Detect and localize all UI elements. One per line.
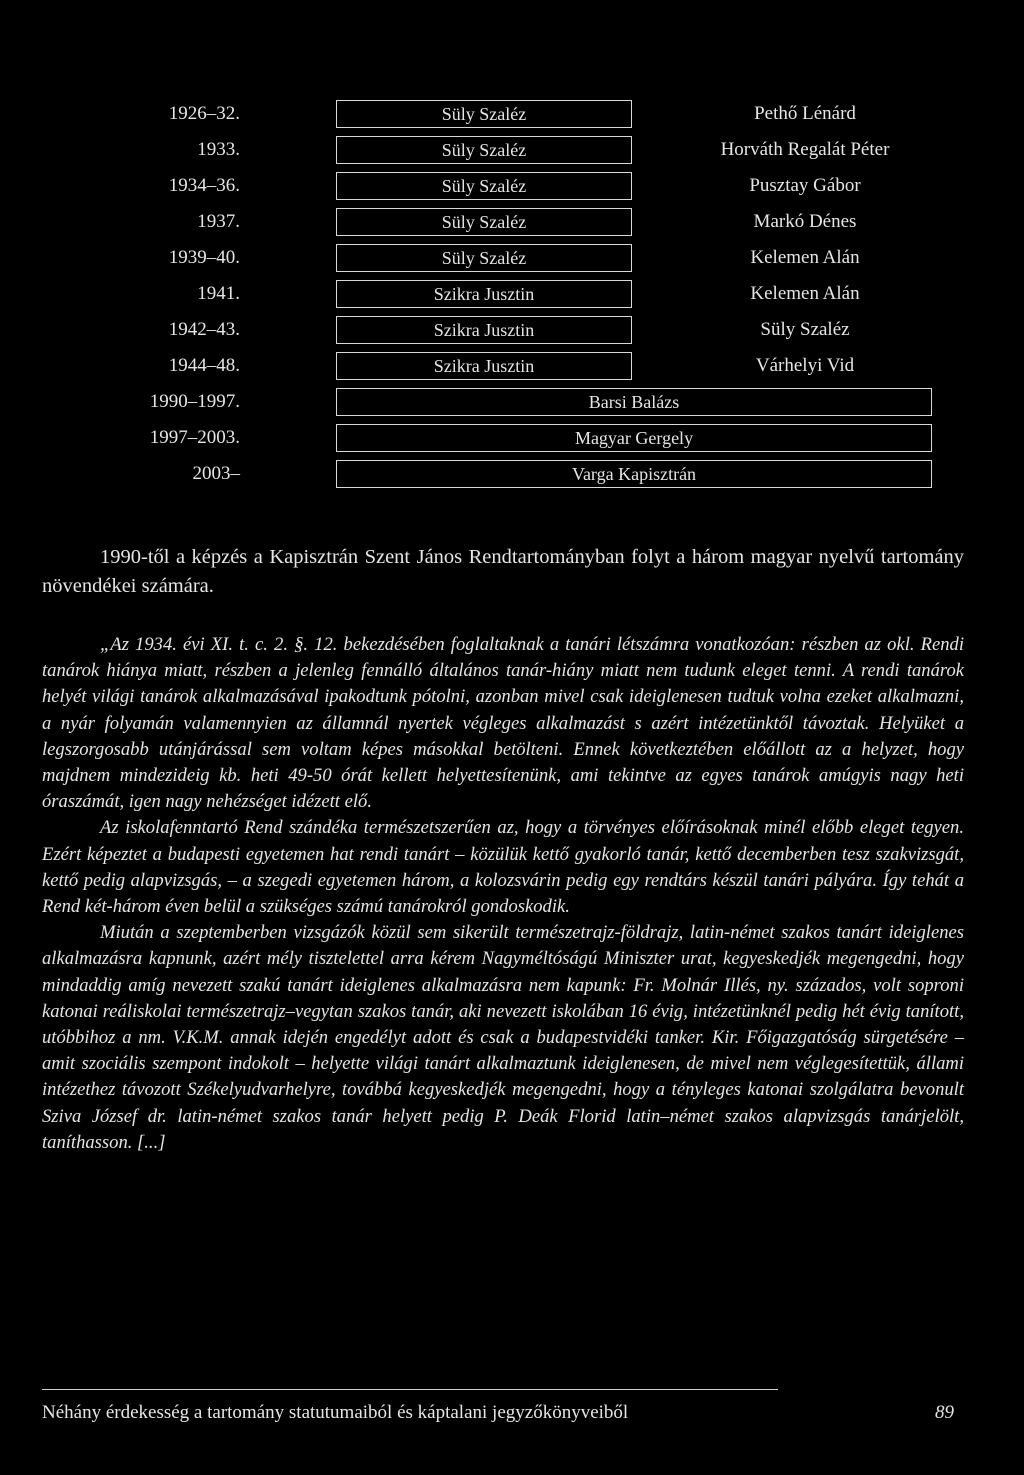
row-year: 1933. [197,139,240,160]
row-right-name: Kelemen Alán [750,283,860,304]
row-year: 1934–36. [168,175,240,196]
row-box-name: Varga Kapisztrán [336,460,932,488]
row-right-name: Pethő Lénárd [754,103,856,124]
page-number: 89 [935,1402,954,1423]
intro-paragraph: 1990-től a képzés a Kapisztrán Szent János Rendtartományban folyt a három magyar nyelvű tartomány növendékei számára. [42,546,964,597]
row-box-name: Süly Szaléz [336,208,632,236]
row-box-name: Szikra Jusztin [336,352,632,380]
footer-rule [42,1389,778,1390]
row-box-name: Süly Szaléz [336,244,632,272]
table-row [0,240,1024,276]
quote-paragraph: „Az 1934. évi XI. t. c. 2. §. 12. bekezdésében foglaltaknak a tanári létszámra vonatkozóan: részben az okl. Rendi tanárok hiánya miatt, részben a jelenleg fennálló általános tanár-hiány miatt nem tudunk eleget tenni. A rendi tanárok helyét világi tanárok alkalmazásával ipakodtunk pótolni, azonban mivel csak ideiglenesen tudtuk volna ezeket alkalmazni, a nyár folyamán valamennyien az államnál nyertek végleges alkalmazást s azért intézetünktől távoztak. Helyüket a legszorgosabb utánjárással sem voltam képes másokkal betölteni. Ennek következtében előállott az a helyzet, hogy majdnem mindezideig kb. heti 49-50 órát kellett helyettesítenünk, ami tekintve az egyes tanárok amúgyis nagy heti óraszámát, igen nagy nehézséget idézett elő. [42,634,964,813]
row-box-name: Magyar Gergely [336,424,932,452]
row-year: 1944–48. [168,355,240,376]
quoted-document [42,632,964,1156]
table-row [0,420,1024,456]
row-year: 1937. [197,211,240,232]
table-row [0,168,1024,204]
table-row [0,132,1024,168]
row-right-name: Várhelyi Vid [755,355,855,376]
table-row [0,348,1024,384]
row-right-name: Horváth Regalát Péter [720,139,890,160]
row-box-name: Szikra Jusztin [336,280,632,308]
row-year: 2003– [192,463,240,484]
row-year: 1990–1997. [149,391,240,412]
row-year: 1997–2003. [149,427,240,448]
row-year: 1941. [197,283,240,304]
row-right-name: Kelemen Alán [750,247,860,268]
row-box-name: Szikra Jusztin [336,316,632,344]
row-box-name: Süly Szaléz [336,136,632,164]
row-year: 1939–40. [168,247,240,268]
row-right-name: Pusztay Gábor [749,175,861,196]
row-year: 1926–32. [168,103,240,124]
table-row [0,312,1024,348]
table-row [0,384,1024,420]
row-box-name: Barsi Balázs [336,388,932,416]
row-box-name: Süly Szaléz [336,172,632,200]
table-row [0,276,1024,312]
quote-paragraph: Az iskolafenntartó Rend szándéka természetszerűen az, hogy a törvényes előírásoknak minél előbb eleget tegyen. Ezért képeztet a budapesti egyetemen hat rendi tanárt – közülük kettő gyakorló tanár, kettő decemberben tesz szakvizsgát, kettő pedig alapvizsgás, – a szegedi egyetemen három, a kolozsvárin pedig egy rendtárs készül tanári pályára. Így tehát a Rend két-három éven belül a szükséges számú tanárokról gondoskodik. [42,817,964,918]
row-right-name: Süly Szaléz [760,319,850,340]
page-footer [42,1402,964,1432]
footer-title: Néhány érdekesség a tartomány statutumaiból és káptalani jegyzőkönyveiből [42,1402,629,1423]
row-right-name: Markó Dénes [753,211,857,232]
table-row [0,204,1024,240]
quote-paragraph: Miután a szeptemberben vizsgázók közül sem sikerült természetrajz-földrajz, latin-német szakos tanárt ideiglenes alkalmazásra kapnunk, azért mély tisztelettel arra kérem Nagyméltóságú Miniszter urat, kegyeskedjék megengedni, hogy mindaddig amíg nevezett szakú tanárt ideiglenes alkalmazásra nem kapunk: Fr. Molnár Illés, ny. százados, volt soproni katonai reáliskolai természetrajz–vegytan szakos tanár, aki nevezett iskolában 16 évig, intézetünknél pedig hét évig tanított, utóbbihoz a nm. V.K.M. annak idején engedélyt adott és csak a budapestvidéki tanker. Kir. Főigazgatóság sürgetésére – amit szociális szempont indokolt – helyette világi tanárt alkalmaztunk ideiglenesen, de mivel nem véglegesítettük, állami intézethez távozott Székelyudvarhelyre, továbbá kegyeskedjék megengedni, hogy a tényleges katonai szolgálatra bevonult Sziva József dr. latin-német szakos tanár helyett pedig P. Deák Florid latin–német szakos alapvizsgás tanárjelölt, taníthasson. [...] [42,922,964,1153]
table-row [0,96,1024,132]
table-row [0,456,1024,492]
row-box-name: Süly Szaléz [336,100,632,128]
row-year: 1942–43. [168,319,240,340]
